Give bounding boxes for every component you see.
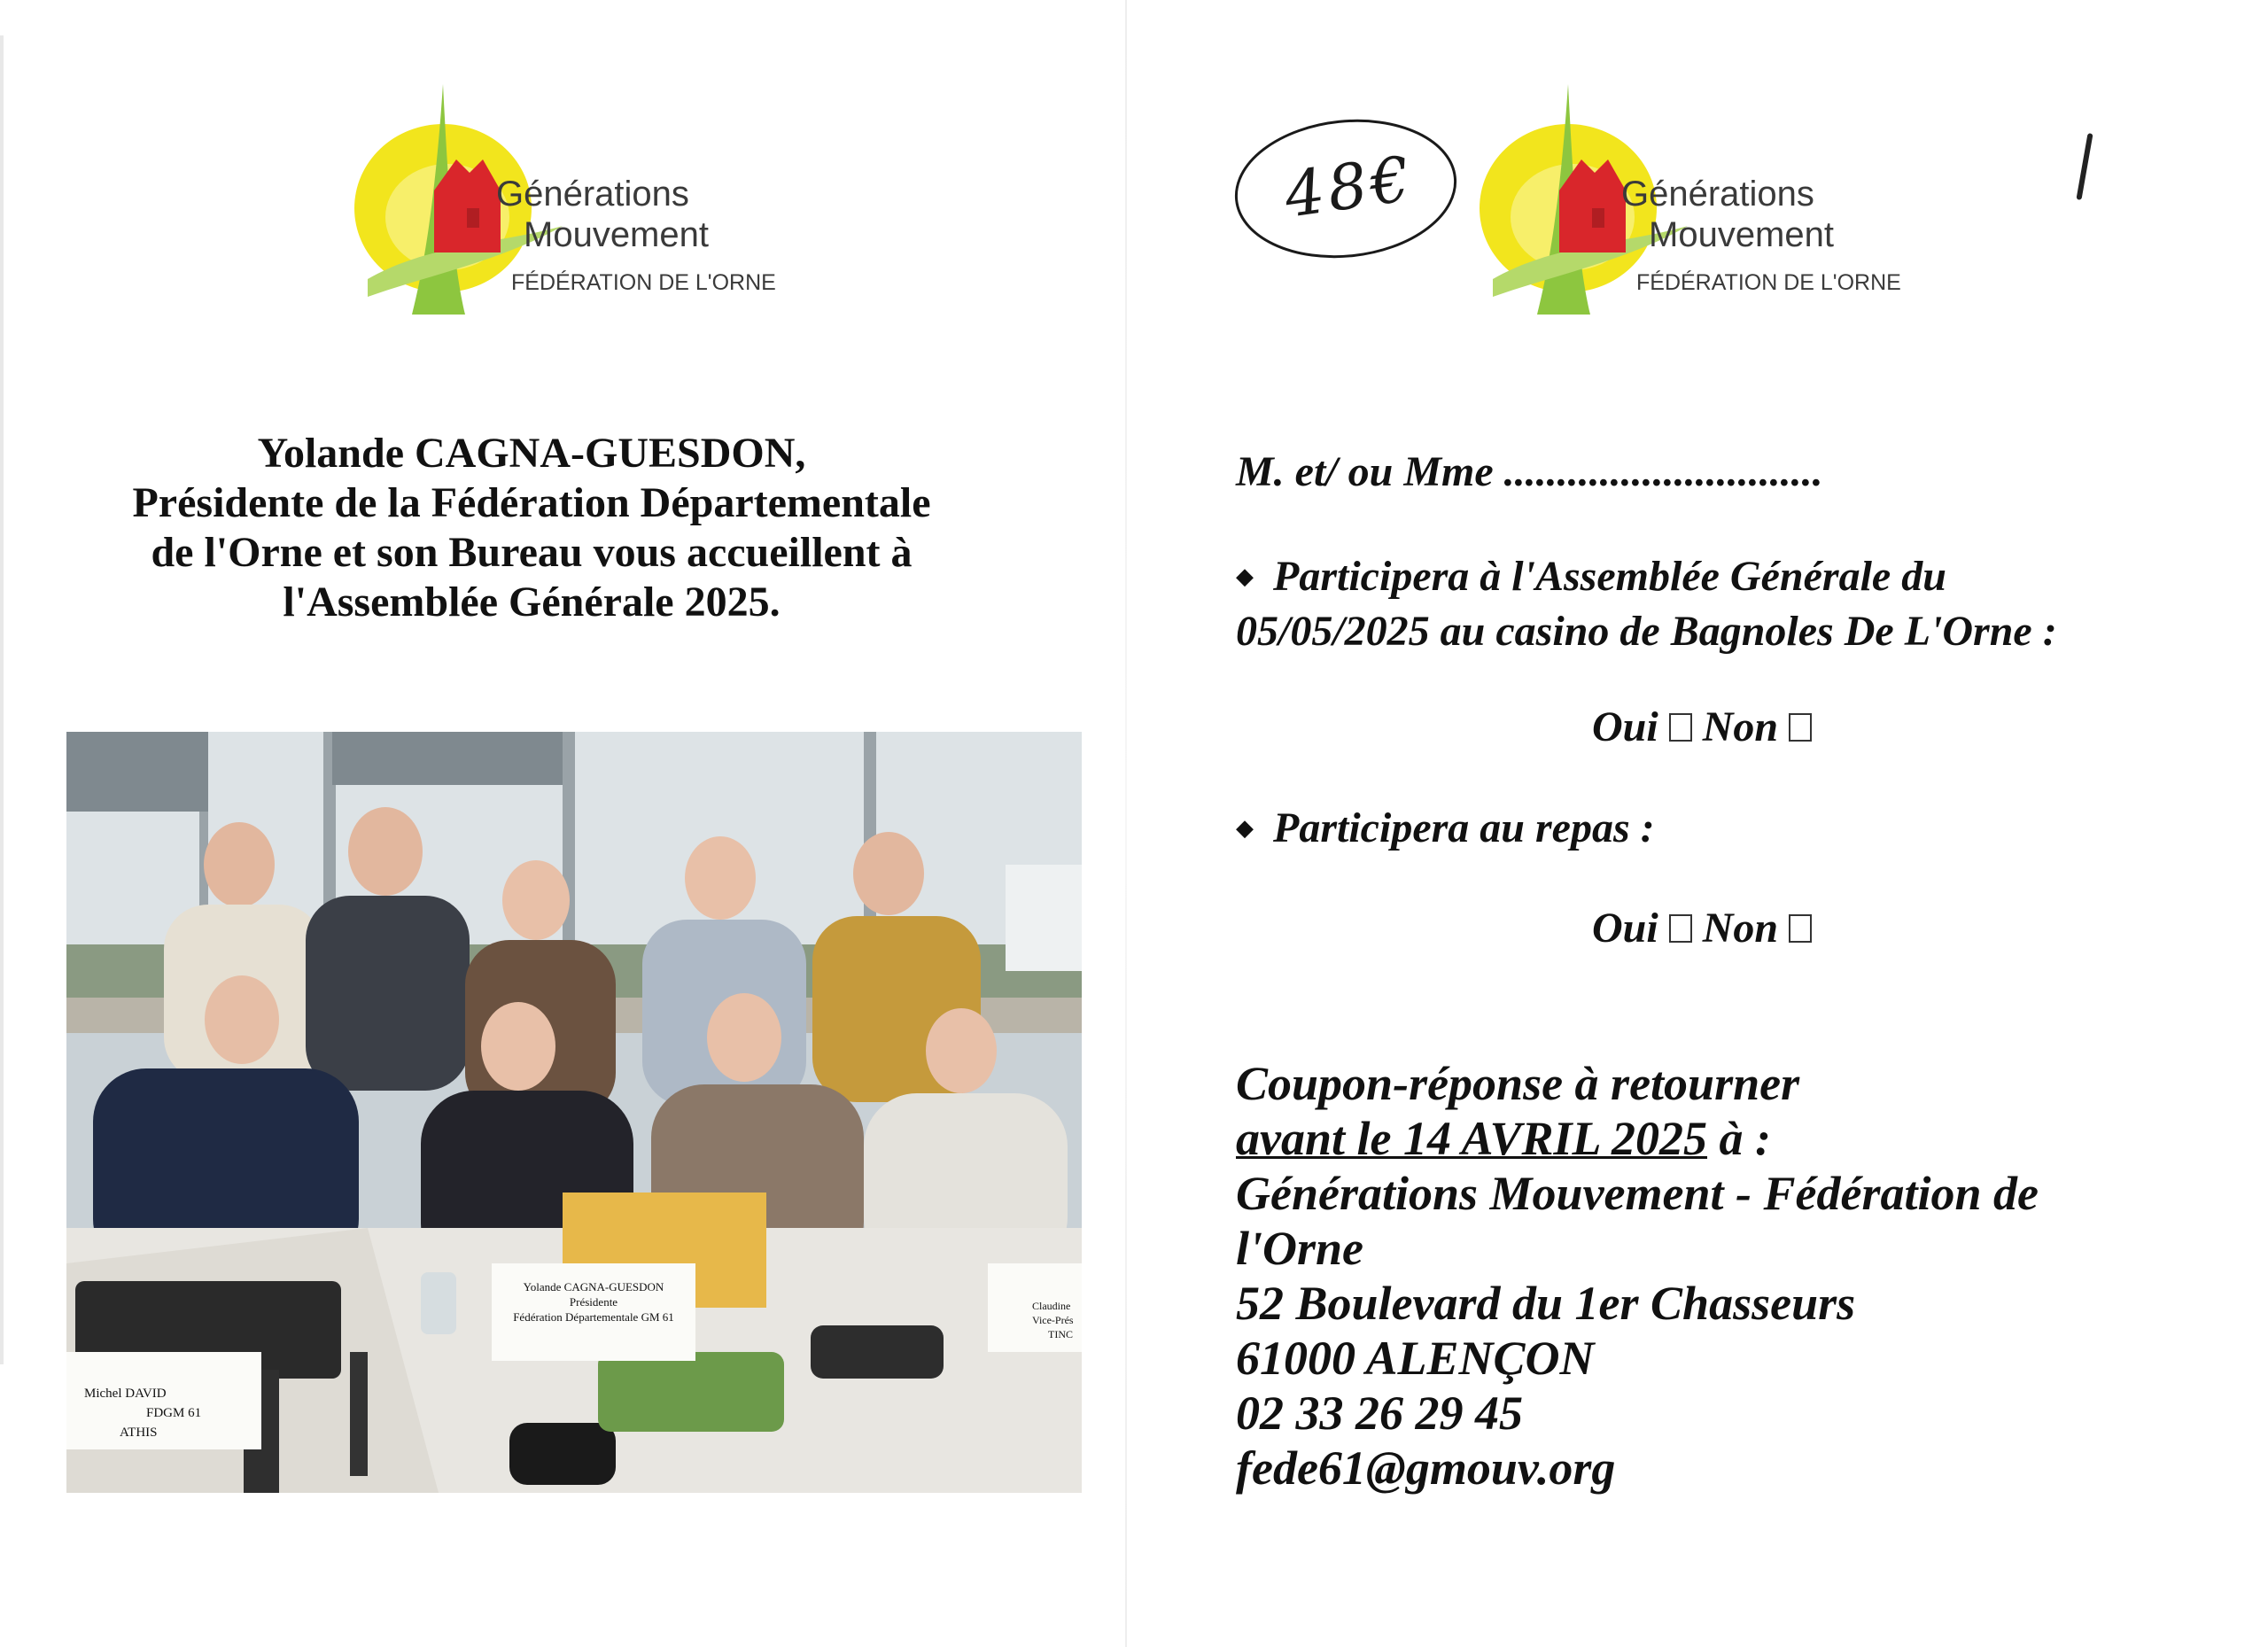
assembly-no-label: Non (1702, 703, 1779, 750)
phone: 02 33 26 29 45 (1236, 1387, 1523, 1440)
logo-name-line2: Mouvement (1649, 215, 1834, 254)
assembly-yes-no (1592, 703, 1822, 751)
handwritten-price (1231, 115, 1460, 262)
assembly-yes-label: Oui (1592, 703, 1658, 750)
question-meal (1236, 803, 1655, 858)
group-photo (66, 732, 1082, 1493)
question-assembly-line1: Participera à l'Assemblée Générale du (1273, 553, 1946, 600)
assembly-yes-checkbox[interactable] (1669, 713, 1692, 742)
question-assembly-line2: 05/05/2025 au casino de Bagnoles De L'Orne : (1236, 607, 2057, 655)
logo-subtitle: FÉDÉRATION DE L'ORNE (511, 270, 776, 295)
logo-subtitle: FÉDÉRATION DE L'ORNE (1636, 270, 1901, 295)
meal-yes-no (1592, 904, 1822, 952)
question-assembly (1236, 551, 2057, 657)
bullet-icon: ◆ (1236, 814, 1254, 841)
email[interactable]: fede61@gmouv.org (1236, 1441, 1616, 1495)
return-line3: Générations Mouvement - Fédération de (1236, 1167, 2039, 1220)
name-field[interactable]: M. et/ ou Mme .............................. (1236, 448, 1823, 495)
question-meal-text: Participera au repas : (1273, 804, 1655, 851)
assembly-no-checkbox[interactable] (1789, 713, 1812, 742)
welcome-line1: Yolande CAGNA-GUESDON, (257, 430, 806, 477)
welcome-line2: Présidente de la Fédération Départementale (132, 479, 931, 526)
logo-name-line1: Générations (496, 175, 689, 214)
meal-no-checkbox[interactable] (1789, 914, 1812, 943)
nameplate-president: Yolande CAGNA-GUESDON Présidente Fédération Départementale GM 61 (513, 1280, 674, 1324)
generations-mouvement-logo-right (1475, 75, 1901, 341)
bullet-icon: ◆ (1236, 563, 1254, 589)
return-line4: l'Orne (1236, 1222, 1364, 1275)
welcome-text (62, 429, 1001, 627)
meal-yes-label: Oui (1592, 905, 1658, 952)
generations-mouvement-logo (350, 75, 776, 341)
return-instructions (1236, 1056, 2039, 1496)
meal-no-label: Non (1702, 905, 1779, 952)
city: 61000 ALENÇON (1236, 1332, 1595, 1385)
left-page (0, 0, 1127, 1647)
nameplate-right: Claudine Vice-Prés TINC (1032, 1300, 1074, 1340)
address: 52 Boulevard du 1er Chasseurs (1236, 1277, 1856, 1330)
nameplate-left: Michel DAVID FDGM 61 ATHIS (84, 1387, 202, 1440)
welcome-line3: de l'Orne et son Bureau vous accueillent à (151, 529, 913, 576)
return-deadline: avant le 14 AVRIL 2025 (1236, 1112, 1708, 1165)
logo-name-line1: Générations (1621, 175, 1814, 214)
scan-edge (0, 35, 4, 1364)
meal-yes-checkbox[interactable] (1669, 914, 1692, 943)
return-line1: Coupon-réponse à retourner (1236, 1057, 1800, 1110)
price-text: 48€ (1280, 142, 1418, 232)
welcome-line4: l'Assemblée Générale 2025. (283, 579, 781, 625)
group-photo-illustration (66, 732, 1082, 1493)
logo-name-line2: Mouvement (524, 215, 709, 254)
return-deadline-suffix: à : (1707, 1112, 1771, 1165)
return-deadline-line (1236, 1111, 2039, 1166)
